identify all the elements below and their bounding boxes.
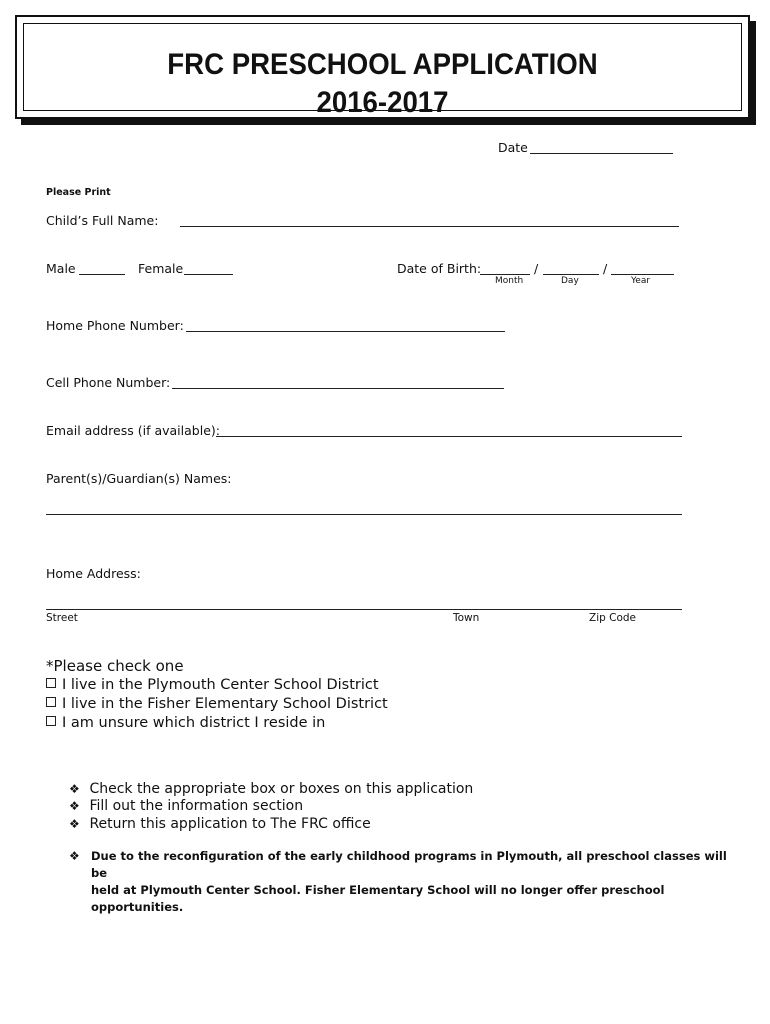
female-field[interactable]	[184, 274, 233, 275]
district-option-plymouth[interactable]	[46, 677, 379, 693]
checkbox-icon[interactable]	[46, 697, 56, 707]
male-label: Male	[46, 261, 76, 276]
please-print-label: Please Print	[46, 187, 111, 198]
district-option-label: I live in the Plymouth Center School District	[62, 677, 379, 693]
instruction-item	[69, 798, 303, 814]
checkbox-icon[interactable]	[46, 716, 56, 726]
home-phone-label: Home Phone Number:	[46, 318, 184, 333]
district-heading: *Please check one	[46, 657, 184, 675]
diamond-bullet-icon: ❖	[69, 782, 80, 796]
instruction-text: Fill out the information section	[89, 798, 304, 814]
instruction-text: Check the appropriate box or boxes on this application	[89, 781, 474, 797]
date-field[interactable]	[530, 153, 673, 154]
dob-year-caption: Year	[631, 276, 651, 286]
instruction-item	[69, 816, 371, 832]
male-field[interactable]	[79, 274, 125, 275]
cell-phone-label: Cell Phone Number:	[46, 375, 171, 390]
zip-caption: Zip Code	[589, 612, 636, 624]
dob-day-caption: Day	[561, 276, 579, 286]
instruction-item	[69, 781, 473, 797]
home-phone-field[interactable]	[186, 331, 505, 332]
dob-month-field[interactable]	[480, 274, 530, 275]
notice-line-2: held at Plymouth Center School. Fisher Elementary School will no longer offer preschool opportunities.	[91, 883, 665, 914]
district-option-fisher[interactable]	[46, 696, 388, 712]
title-inner-border	[23, 23, 742, 119]
email-label: Email address (if available):	[46, 423, 220, 438]
district-option-label: I am unsure which district I reside in	[62, 715, 326, 731]
diamond-bullet-icon: ❖	[69, 799, 80, 813]
dob-separator-2: /	[603, 261, 608, 276]
dob-separator-1: /	[534, 261, 539, 276]
dob-day-field[interactable]	[543, 274, 599, 275]
cell-phone-field[interactable]	[172, 388, 504, 389]
dob-label: Date of Birth:	[397, 261, 482, 276]
guardians-field[interactable]	[46, 514, 682, 515]
notice-bullet-icon: ❖	[69, 849, 80, 863]
district-option-unsure[interactable]	[46, 715, 325, 731]
notice	[91, 848, 731, 916]
town-caption: Town	[453, 612, 480, 624]
child-name-label: Child’s Full Name:	[46, 213, 159, 228]
form-title: FRC PRESCHOOL APPLICATION	[167, 48, 598, 81]
title-box	[15, 15, 750, 119]
guardians-label: Parent(s)/Guardian(s) Names:	[46, 471, 232, 486]
female-label: Female	[138, 261, 184, 276]
instruction-text: Return this application to The FRC office	[89, 816, 371, 832]
child-name-field[interactable]	[180, 226, 679, 227]
home-address-label: Home Address:	[46, 566, 141, 581]
street-caption: Street	[46, 612, 78, 624]
date-label: Date	[498, 140, 528, 155]
notice-line-1: Due to the reconfiguration of the early childhood programs in Plymouth, all preschool classes will be	[91, 849, 727, 880]
email-field[interactable]	[216, 436, 682, 437]
form-year: 2016-2017	[316, 86, 449, 119]
district-option-label: I live in the Fisher Elementary School District	[62, 696, 388, 712]
checkbox-icon[interactable]	[46, 678, 56, 688]
diamond-bullet-icon: ❖	[69, 817, 80, 831]
home-address-field[interactable]	[46, 609, 682, 610]
dob-month-caption: Month	[495, 276, 524, 286]
dob-year-field[interactable]	[611, 274, 674, 275]
